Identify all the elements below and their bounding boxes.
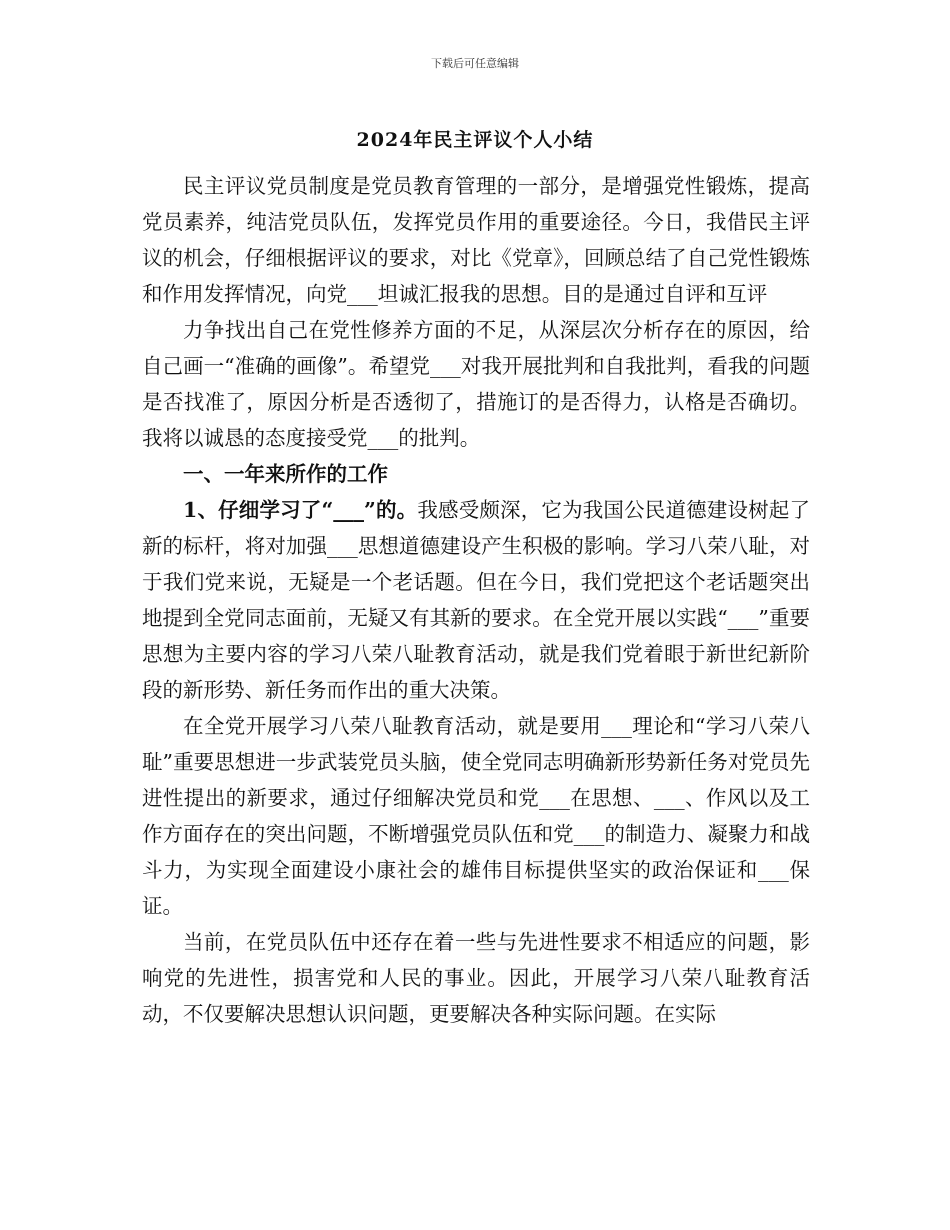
paragraph-self-assessment: 力争找出自己在党性修养方面的不足，从深层次分析存在的原因，给自己画一“准确的画像”。希望党___对我开展批判和自我批判，看我的问题是否找准了，原因分析是否透彻了，措施订的是否得力，认格是否确切。我将以诚恳的态度接受党___的批判。 [142, 318, 810, 450]
paragraph-education-activity: 在全党开展学习八荣八耻教育活动，就是要用___理论和“学习八荣八耻”重要思想进一步武装党员头脑，使全党同志明确新形势新任务对党员先进性提出的新要求，通过仔细解决党员和党___在思想、___、作风以及工作方面存在的突出问题，不断增强党员队伍和党___的制造力、凝聚力和战斗力，为实现全面建设小康社会的雄伟目标提供坚实的政治保证和___保证。 [142, 714, 810, 918]
paragraph-intro: 民主评议党员制度是党员教育管理的一部分，是增强党性锻炼，提高党员素养，纯洁党员队伍，发挥党员作用的重要途径。今日，我借民主评议的机会，仔细根据评议的要求，对比《党章》，回顾总结了自己党性锻炼和作用发挥情况，向党___坦诚汇报我的思想。目的是通过自评和互评 [142, 174, 810, 306]
item-1-lead: 1、仔细学习了“___”的。 [183, 498, 418, 522]
document-body [142, 168, 810, 1032]
item-1-text: 我感受颇深，它为我国公民道德建设树起了新的标杆，将对加强___思想道德建设产生积极的影响。学习八荣八耻，对于我们党来说，无疑是一个老话题。但在今日，我们党把这个老话题突出地提到全党同志面前，无疑又有其新的要求。在全党开展以实践“___”重要思想为主要内容的学习八荣八耻教育活动，就是我们党着眼于新世纪新阶段的新形势、新任务而作出的重大决策。 [142, 498, 810, 702]
paragraph-item-1 [142, 492, 810, 708]
header-note: 下载后可任意编辑 [431, 57, 519, 70]
document-title: 2024年民主评议个人小结 [356, 129, 594, 151]
section-heading: 一、一年来所作的工作 [183, 462, 388, 486]
paragraph-current-issues: 当前，在党员队伍中还存在着一些与先进性要求不相适应的问题，影响党的先进性，损害党和人民的事业。因此，开展学习八荣八耻教育活动，不仅要解决思想认识问题，更要解决各种实际问题。在实际 [142, 930, 810, 1026]
